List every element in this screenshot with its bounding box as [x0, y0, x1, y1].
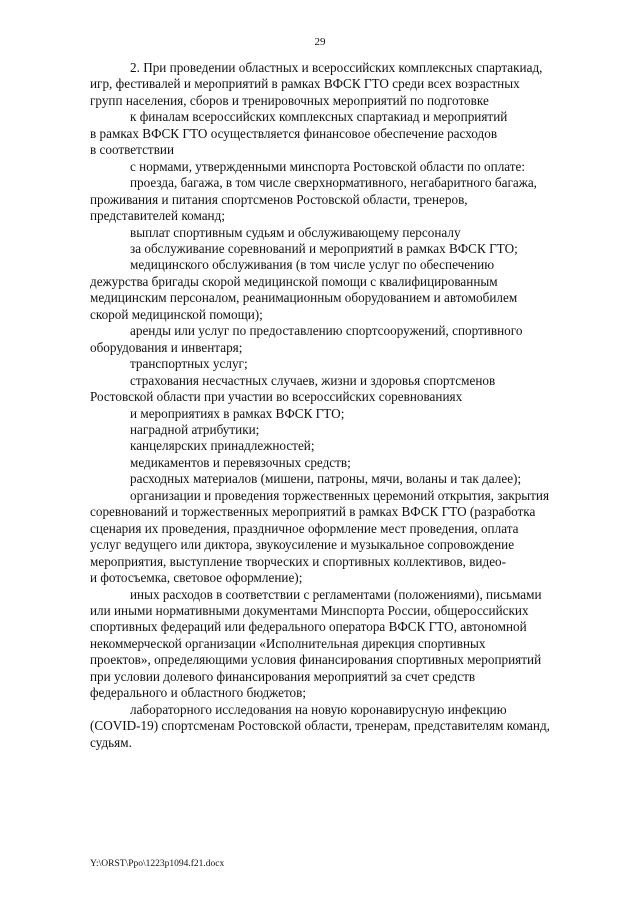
text-line: федерального и областного бюджетов; — [90, 685, 307, 701]
text-line: за обслуживание соревнований и мероприятий в рамках ВФСК ГТО; — [130, 240, 518, 256]
text-line: судьям. — [90, 734, 132, 750]
text-line: представителей команд; — [90, 208, 225, 224]
text-line: дежурства бригады скорой медицинской помощи с квалифицированным — [90, 273, 498, 289]
text-line: в соответствии — [90, 142, 175, 158]
text-line: медицинского обслуживания (в том числе услуг по обеспечению — [130, 257, 495, 273]
text-line: наградной атрибутики; — [130, 421, 260, 437]
text-line: аренды или услуг по предоставлению спортсооружений, спортивного — [130, 323, 523, 339]
text-line: или иными нормативными документами Минспорта России, общероссийских — [90, 602, 529, 618]
text-line: мероприятия, выступление творческих и спортивных коллективов, видео- — [90, 553, 507, 569]
text-line: игр, фестивалей и мероприятий в рамках ВФСК ГТО среди всех возрастных — [90, 76, 520, 92]
text-line: проектов», определяющими условия финансирования спортивных мероприятий — [90, 652, 542, 668]
text-line: выплат спортивным судьям и обслуживающему персоналу — [130, 224, 461, 240]
text-line: услуг ведущего или диктора, звукоусиление и музыкальное сопровождение — [90, 537, 515, 553]
text-line: канцелярских принадлежностей; — [130, 438, 315, 454]
text-line: оборудования и инвентаря; — [90, 339, 243, 355]
text-line: и фотосъемка, световое оформление); — [90, 570, 303, 586]
text-line: соревнований и торжественных мероприятий в рамках ВФСК ГТО (разработка — [90, 504, 536, 520]
text-line: Ростовской области при участии во всероссийских соревнованиях — [90, 389, 463, 405]
text-line: организации и проведения торжественных церемоний открытия, закрытия — [130, 487, 550, 503]
text-line: 2. При проведении областных и всероссийских комплексных спартакиад, — [130, 60, 543, 75]
text-line: скорой медицинской помощи); — [90, 306, 263, 322]
text-line: (COVID-19) спортсменам Ростовской области, тренерам, представителям команд, — [90, 718, 550, 734]
text-line: с нормами, утвержденными минспорта Ростовской области по оплате: — [130, 158, 526, 174]
text-line: транспортных услуг; — [130, 356, 248, 372]
text-line: проживания и питания спортсменов Ростовской области, тренеров, — [90, 191, 468, 207]
text-line: расходных материалов (мишени, патроны, мячи, воланы и так далее); — [130, 471, 522, 487]
text-line: медикаментов и перевязочных средств; — [130, 454, 351, 470]
footer-file-path: Y:\ORST\Ppo\1223p1094.f21.docx — [90, 859, 225, 869]
text-line: некоммерческой организации «Исполнительная дирекция спортивных — [90, 635, 486, 651]
text-line: к финалам всероссийских комплексных спартакиад и мероприятий — [130, 109, 508, 125]
document-body — [90, 60, 610, 751]
text-line: спортивных федераций или федерального оператора ВФСК ГТО, автономной — [90, 619, 527, 635]
text-line: страхования несчастных случаев, жизни и здоровья спортсменов — [130, 372, 496, 388]
text-line: и мероприятиях в рамках ВФСК ГТО; — [130, 405, 345, 421]
text-line: проезда, багажа, в том числе сверхнормативного, негабаритного багажа, — [130, 175, 537, 191]
text-line: при условии долевого финансирования мероприятий за счет средств — [90, 668, 476, 684]
text-line: иных расходов в соответствии с регламентами (положениями), письмами — [130, 586, 542, 602]
text-line: сценария их проведения, праздничное оформление мест проведения, оплата — [90, 520, 519, 536]
text-line: в рамках ВФСК ГТО осуществляется финансовое обеспечение расходов — [90, 125, 498, 141]
text-line: лабораторного исследования на новую коронавирусную инфекцию — [130, 701, 507, 717]
page-number: 29 — [314, 36, 326, 48]
text-line: медицинским персоналом, реанимационным оборудованием и автомобилем — [90, 290, 518, 306]
text-line: групп населения, сборов и тренировочных мероприятий по подготовке — [90, 92, 489, 108]
